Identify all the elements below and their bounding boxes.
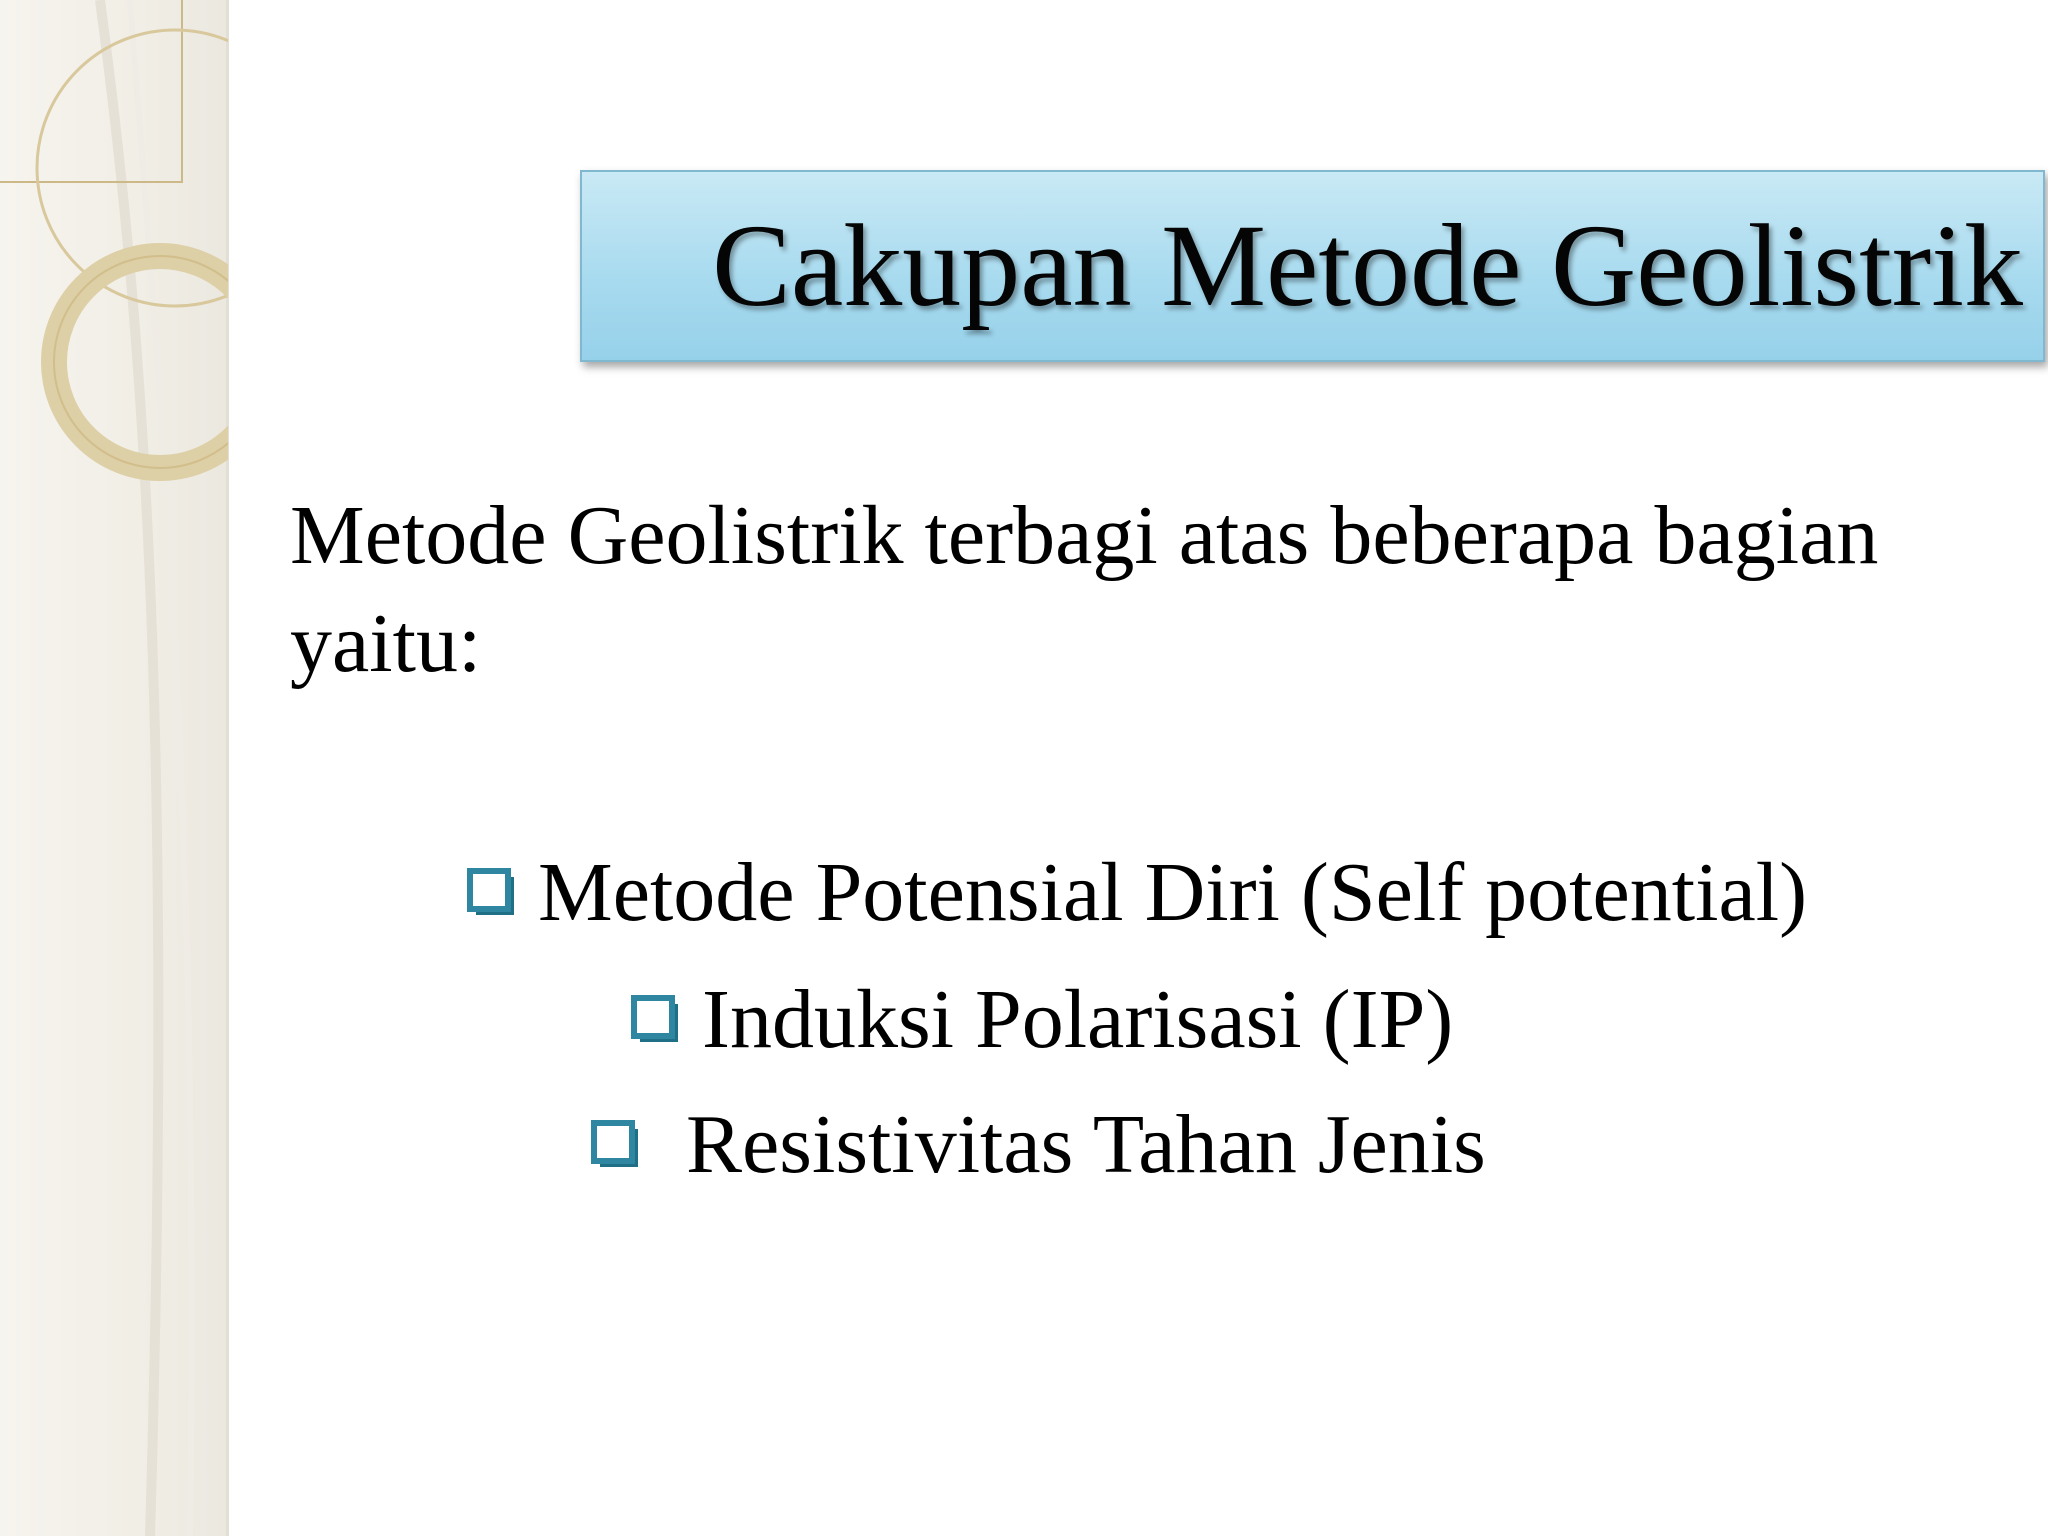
- ring-decoration: [0, 0, 228, 1536]
- intro-paragraph: Metode Geolistrik terbagi atas beberapa bagian yaitu:: [290, 489, 1879, 690]
- bullet-label: Resistivitas Tahan Jenis: [686, 1098, 1486, 1191]
- bullet-item: [630, 970, 1453, 1070]
- slide-title: Cakupan Metode Geolistrik: [712, 200, 2023, 331]
- square-checkbox-icon: [590, 1119, 642, 1171]
- bullet-item: [590, 1095, 1486, 1195]
- title-banner: [580, 170, 2045, 362]
- bullet-label: Induksi Polarisasi (IP): [702, 973, 1454, 1066]
- bullet-item: [466, 843, 1807, 943]
- bullet-label: Metode Potensial Diri (Self potential): [538, 846, 1808, 939]
- square-checkbox-icon: [630, 994, 682, 1046]
- square-checkbox-icon: [466, 867, 518, 919]
